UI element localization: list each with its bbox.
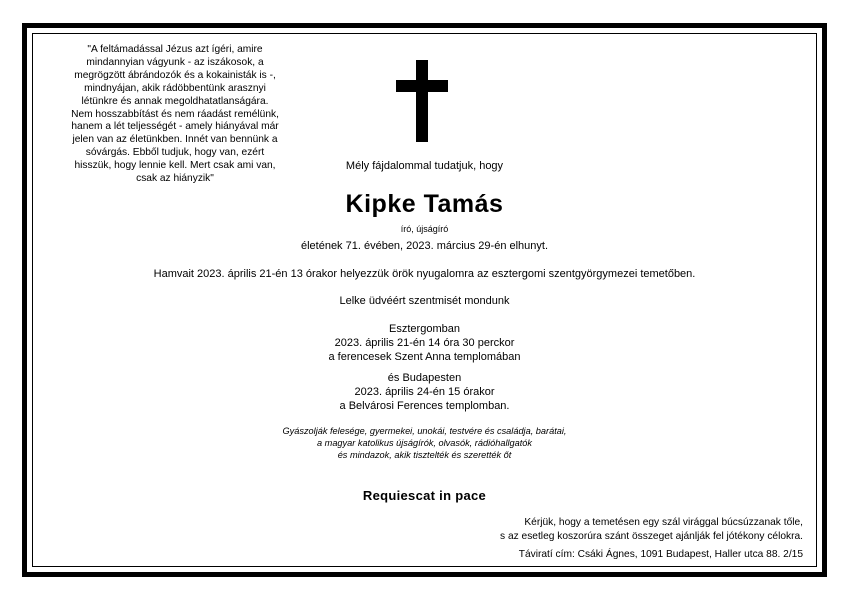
- mass-esztergom: Esztergomban 2023. április 21-én 14 óra 30 perckor a ferencesek Szent Anna templomában: [328, 323, 521, 363]
- mass-budapest: és Budapesten 2023. április 24-én 15 órakor a Belvárosi Ferences templomban.: [339, 372, 510, 412]
- telegram-address: Táviratí cím: Csáki Ágnes, 1091 Budapest, Haller utca 88. 2/15: [518, 549, 803, 560]
- death-notice: életének 71. évében, 2023. március 29-én elhunyt.: [300, 240, 549, 252]
- requiescat: Requiescat in pace: [362, 488, 487, 503]
- deceased-occupation: író, újságíró: [400, 224, 449, 234]
- deceased-name: Kipke Tamás: [345, 190, 504, 218]
- flower-request: Kérjük, hogy a temetésen egy szál virággal búcsúzzanak tőle, s az esetleg koszorúra szánt összeget ajánlják fel jótékony célokra.: [500, 517, 803, 542]
- mass-intro: Lelke üdvéért szentmisét mondunk: [339, 295, 510, 307]
- mourners-list: Gyászolják felesége, gyermekei, unokái, testvére és családja, barátai, a magyar katolikus újságírók, olvasók, rádióhallgatók és mindazok, akik tisztelték és szerették őt: [282, 426, 567, 460]
- latin-cross-icon: [396, 60, 448, 142]
- announcement-intro: Mély fájdalommal tudatjuk, hogy: [345, 160, 504, 172]
- burial-info: Hamvait 2023. április 21-én 13 órakor helyezzük örök nyugalomra az esztergomi szentgyörgymezei temetőben.: [153, 268, 696, 280]
- memorial-quote: "A feltámadással Jézus azt ígéri, amire mindannyian vágyunk - az iszákosok, a megrögzött ábrándozók és a kokainisták is -, mindnyájan, akik rádöbbentünk arasznyi létünkre és annak megoldhatatlanságára. Nem hosszabbítást és nem ráadást remélünk, hanem a lét teljességét - amely hiányával már jelen van az életünkben. Innét van bennünk a sóvárgás. Ebből tudjuk, hogy van, ezért hisszük, hogy lennie kell. Mert csak ami van, csak az hiányzik": [71, 44, 279, 185]
